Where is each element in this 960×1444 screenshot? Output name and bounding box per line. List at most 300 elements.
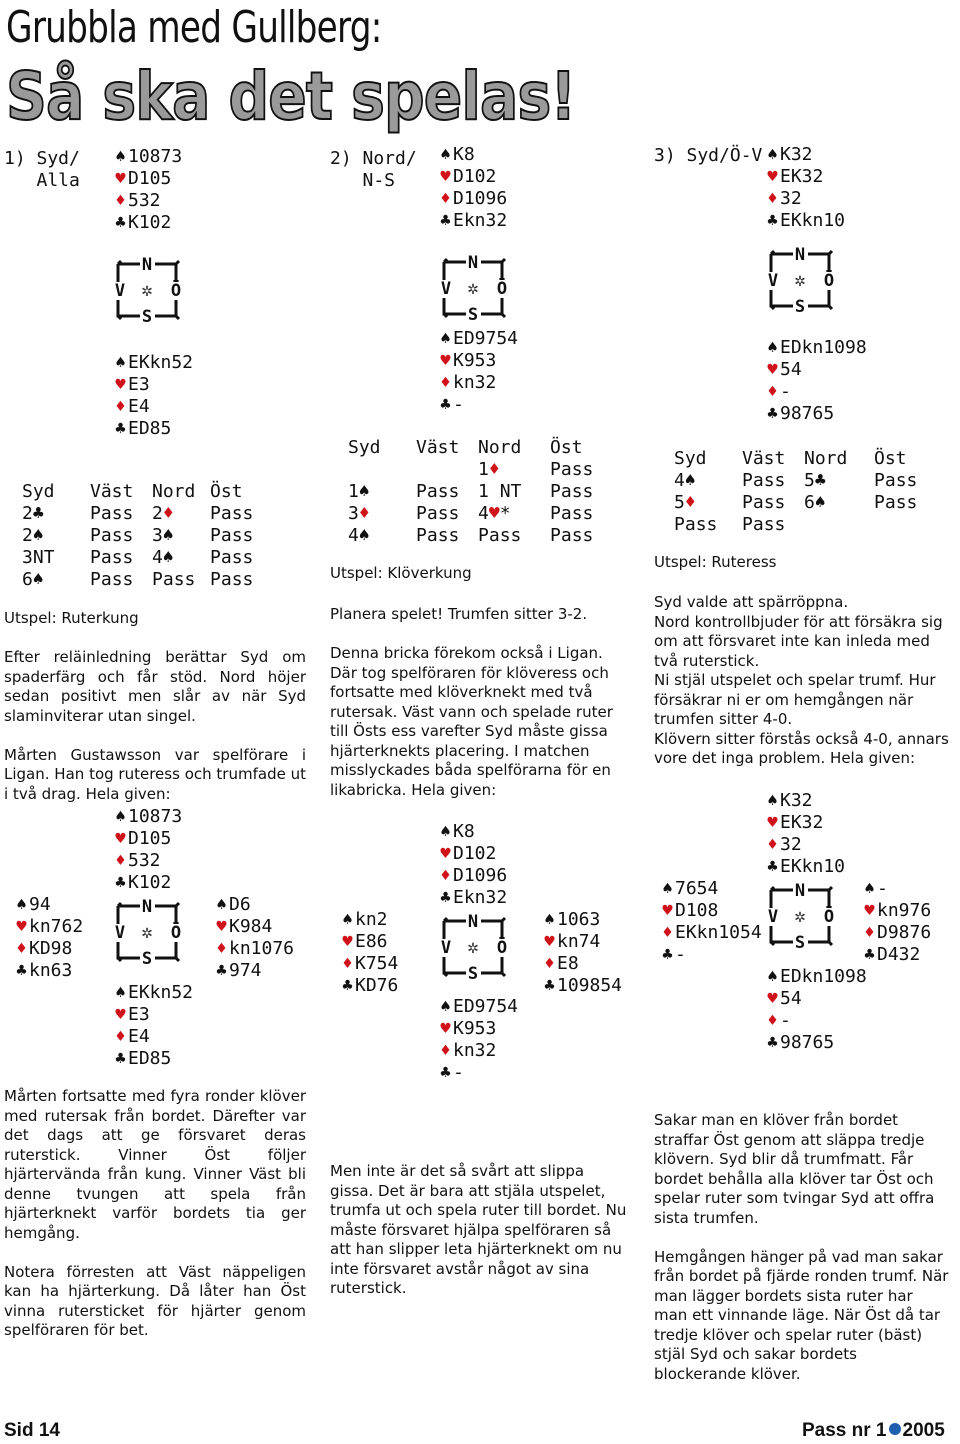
bridge-table-graphic [110,256,185,324]
bidding-header: Öst [874,447,907,469]
bid: Pass [210,524,254,546]
compass-east: Ö [170,281,182,301]
deal3-north [765,790,845,878]
bid: 4♥* [478,502,511,524]
bidding-header: Nord [804,447,848,469]
paragraph: Denna bricka förekom också i Ligan. Där tog spelföraren för klöveress och fortsatte med klöverknekt med två rutersak. Väst vann och spelade ruter till Östs ess varefter Syd måste gissa hjärterknekts placering. I matchen misslyckades båda spelförarna för en likabricka. Hela given: [330,644,613,799]
compass-rose-icon: ✲ [794,273,806,289]
diamond-icon: ♦ [115,397,126,417]
hand-cards: - [453,394,464,415]
club-icon: ♣ [115,1049,126,1069]
bridge-table-graphic [436,254,511,322]
deal3-east [862,878,931,966]
hand-cards: kn74 [557,931,601,952]
compass-west: V [440,279,452,299]
hand-suit-line [765,790,845,812]
hand-cards: D108 [675,900,719,921]
bidding-table [22,480,260,590]
p3-south-hand [765,337,867,425]
club-icon: ♣ [16,961,27,981]
bridge-table-icon [436,254,511,322]
deal3-west [660,878,762,966]
spade-icon: ♠ [440,822,451,842]
hand-cards: EK32 [780,166,824,187]
diamond-icon: ♦ [767,835,778,855]
hand-cards: kn1076 [229,938,295,959]
p3-bidding [674,447,924,535]
deal2-south [438,996,518,1084]
bid: Pass [416,524,460,546]
issue-name: Pass nr 1 [802,1420,887,1441]
spade-icon: ♠ [767,967,778,987]
hand-cards: D1096 [453,188,508,209]
paragraph: Nord kontrollbjuder för att försäkra sig om att försvaret inte kan inleda med två ruterstick. [654,612,943,670]
compass-rose-icon: ✲ [141,925,153,941]
column-3-text-a [654,593,950,769]
hand-suit-line [14,960,83,982]
bid: Pass [550,524,594,546]
hand-suit-line [438,350,518,372]
paragraph: Planera spelet! Trumfen sitter 3-2. [330,605,588,623]
heart-icon: ♥ [767,989,778,1009]
hand-suit-line [660,922,762,944]
problem-1-label: 1) Syd/ Alla [4,148,80,191]
diamond-icon: ♦ [767,382,778,402]
bid: 2♣ [22,502,44,524]
hand-cards: EKkn52 [128,352,194,373]
bidding-row [348,502,600,524]
bidding-row [22,546,260,568]
bid: Pass [674,513,718,535]
diamond-icon: ♦ [440,1041,451,1061]
bridge-table-graphic [110,898,185,966]
bid: Pass [90,568,134,590]
heart-icon: ♥ [767,167,778,187]
compass-south: S [467,964,479,981]
issue-label [802,1420,945,1442]
bid [874,513,924,535]
hand-suit-line [340,909,398,931]
heart-icon: ♥ [767,360,778,380]
hand-cards: E4 [128,1026,150,1047]
bridge-table-graphic [763,882,838,950]
bidding-header: Syd [22,480,55,502]
heart-icon: ♥ [16,917,27,937]
compass-east: Ö [823,271,835,291]
paragraph: Mårten Gustawsson var spelförare i Ligan. Han tog ruteress och trumfade ut i två drag. Hela given: [4,745,306,803]
hand-cards: - [453,1062,464,1083]
page-number: Sid 14 [4,1420,60,1441]
hand-cards: 32 [780,188,802,209]
p2-south-hand [438,328,518,416]
p1-lead: Utspel: Ruterkung [4,609,139,627]
column-1-text-b [4,1087,306,1360]
compass-north: N [141,256,153,275]
hand-cards: - [780,1010,791,1031]
hand-cards: D105 [128,168,172,189]
bridge-table-icon [763,246,838,314]
bidding-row [22,502,260,524]
hand-cards: 532 [128,190,161,211]
spade-icon: ♠ [342,910,353,930]
bid: Pass [416,502,460,524]
bid: 4♠ [674,469,696,491]
hand-cards: Ekn32 [453,887,508,908]
bid [348,458,416,480]
hand-suit-line [113,212,182,234]
bidding-row [348,458,600,480]
hand-cards: D9876 [877,922,932,943]
compass-rose-icon: ✲ [467,940,479,956]
hand-cards: K32 [780,790,813,811]
hand-cards: Ekn32 [453,210,508,231]
club-icon: ♣ [440,211,451,231]
p3-lead: Utspel: Ruteress [654,553,777,571]
spade-icon: ♠ [115,147,126,167]
bidding-table [674,447,924,535]
column-2-text-a [330,605,630,820]
hand-suit-line [542,975,622,997]
hand-suit-line [765,1032,867,1054]
hand-cards: KD98 [29,938,73,959]
hand-suit-line [214,938,294,960]
hand-suit-line [660,878,762,900]
heart-icon: ♥ [544,932,555,952]
hand-cards: kn32 [453,372,497,393]
bid: Pass [874,469,918,491]
club-icon: ♣ [767,211,778,231]
hand-cards: D102 [453,843,497,864]
hand-cards: E3 [128,1004,150,1025]
bid: Pass [742,491,786,513]
column-2-text-b [330,1162,630,1318]
compass-west: V [114,281,126,301]
bidding-row [674,469,924,491]
bid: 4♠ [348,524,370,546]
bid: Pass [742,469,786,491]
club-icon: ♣ [440,888,451,908]
hand-cards: 7654 [675,878,719,899]
p1-north-hand [113,146,182,234]
hand-cards: kn976 [877,900,932,921]
club-icon: ♣ [767,404,778,424]
hand-suit-line [113,828,182,850]
hand-suit-line [113,352,193,374]
bid: Pass [90,502,134,524]
hand-cards: EKkn1054 [675,922,762,943]
heart-icon: ♥ [342,932,353,952]
hand-suit-line [113,418,193,440]
bidding-row [674,491,924,513]
hand-cards: ED9754 [453,328,519,349]
compass-north: N [467,254,479,273]
hand-cards: E86 [355,931,388,952]
bidding-header: Öst [210,480,243,502]
problem-3-label: 3) Syd/Ö-V [654,145,763,166]
diamond-icon: ♦ [16,939,27,959]
compass-north: N [794,246,806,265]
spade-icon: ♠ [544,910,555,930]
compass-south: S [467,305,479,322]
p2-north-hand [438,144,507,232]
bidding-row [348,524,600,546]
hand-suit-line [765,381,867,403]
diamond-icon: ♦ [440,189,451,209]
club-icon: ♣ [662,945,673,965]
spade-icon: ♠ [440,145,451,165]
hand-suit-line [765,144,845,166]
spade-icon: ♠ [115,983,126,1003]
bid: Pass [550,480,594,502]
hand-suit-line [113,374,193,396]
bidding-header: Nord [478,436,522,458]
paragraph: Mårten fortsatte med fyra ronder klöver med rutersak från bordet. Därefter var det dags att ge försvaret deras ruterstick. Vinner Öst följer hjärtervända från kung. Vinner Väst bli denne tvungen att spela från hjärterknekt varför bordets tia ger hemgång. [4,1087,306,1242]
paragraph: Hemgången hänger på vad man sakar från bordet på fjärde ronden trumf. När man lägger bordets sista ruter har man ett vinnande läge. När Öst då tar tredje klöver och spelar ruter (bäst) stjäl Syd och sakar bordets blockerande klöver. [654,1247,949,1383]
hand-cards: 10873 [128,146,183,167]
bid: 2♦ [152,502,174,524]
p1-south-hand [113,352,193,440]
spade-icon: ♠ [767,338,778,358]
diamond-icon: ♦ [767,1011,778,1031]
spade-icon: ♠ [767,145,778,165]
hand-suit-line [438,144,507,166]
spade-icon: ♠ [16,895,27,915]
hand-cards: K102 [128,212,172,233]
hand-cards: K984 [229,916,273,937]
spade-icon: ♠ [115,353,126,373]
diamond-icon: ♦ [440,866,451,886]
bid: 1 NT [478,480,522,502]
hand-suit-line [660,944,762,966]
hand-suit-line [113,850,182,872]
spade-icon: ♠ [115,807,126,827]
bid: Pass [90,524,134,546]
diamond-icon: ♦ [864,923,875,943]
hand-cards: D1096 [453,865,508,886]
hand-suit-line [765,812,845,834]
hand-suit-line [438,372,518,394]
heart-icon: ♥ [115,1005,126,1025]
hand-cards: kn2 [355,909,388,930]
heart-icon: ♥ [440,844,451,864]
hand-suit-line [438,996,518,1018]
hand-cards: ED85 [128,1048,172,1069]
diamond-icon: ♦ [115,1027,126,1047]
hand-cards: 54 [780,988,802,1009]
hand-cards: 1063 [557,909,601,930]
hand-cards: 98765 [780,403,835,424]
bullet-dot [889,1423,901,1435]
bid: 3♦ [348,502,370,524]
issue-year: 2005 [902,1420,945,1441]
hand-cards: 54 [780,359,802,380]
bid: Pass [152,568,196,590]
hand-cards: ED9754 [453,996,519,1017]
hand-suit-line [542,931,622,953]
compass-rose-icon: ✲ [794,909,806,925]
hand-suit-line [438,821,507,843]
hand-cards: EDkn1098 [780,966,867,987]
hand-cards: K953 [453,350,497,371]
hand-cards: 94 [29,894,51,915]
bidding-table [348,436,600,546]
hand-cards: 10873 [128,806,183,827]
hand-suit-line [14,938,83,960]
spade-icon: ♠ [864,879,875,899]
hand-suit-line [14,916,83,938]
heart-icon: ♥ [440,167,451,187]
hand-cards: D6 [229,894,251,915]
hand-cards: EK32 [780,812,824,833]
hand-suit-line [438,394,518,416]
hand-cards: 32 [780,834,802,855]
spade-icon: ♠ [440,997,451,1017]
hand-suit-line [438,188,507,210]
club-icon: ♣ [342,976,353,996]
bid: 3♠ [152,524,174,546]
hand-cards: ED85 [128,418,172,439]
hand-cards: K8 [453,144,475,165]
hand-cards: 974 [229,960,262,981]
diamond-icon: ♦ [115,191,126,211]
club-icon: ♣ [115,419,126,439]
bridge-table-icon [763,882,838,950]
headline-main: Så ska det spelas! [6,58,576,135]
hand-cards: EKkn10 [780,210,846,231]
hand-suit-line [765,359,867,381]
club-icon: ♣ [767,857,778,877]
hand-suit-line [340,953,398,975]
hand-cards: K953 [453,1018,497,1039]
heart-icon: ♥ [440,1019,451,1039]
compass-east: Ö [496,938,508,958]
bidding-header: Syd [674,447,707,469]
spade-icon: ♠ [216,895,227,915]
diamond-icon: ♦ [115,851,126,871]
diamond-icon: ♦ [216,939,227,959]
bid: Pass [478,524,522,546]
bid: 2♠ [22,524,44,546]
hand-cards: EKkn52 [128,982,194,1003]
compass-rose-icon: ✲ [467,281,479,297]
bidding-header: Öst [550,436,583,458]
club-icon: ♣ [115,873,126,893]
bridge-table-graphic [436,913,511,981]
bid: Pass [550,502,594,524]
bid: 3NT [22,546,55,568]
p2-bidding [348,436,600,546]
bidding-row [22,524,260,546]
hand-suit-line [438,887,507,909]
bid: Pass [550,458,594,480]
compass-east: Ö [170,923,182,943]
hand-suit-line [113,982,193,1004]
paragraph: Notera förresten att Väst näppeligen kan ha hjärterkung. Då låter han Öst vinna rutersticket för hjärter genom spelföraren för bet. [4,1262,306,1339]
spade-icon: ♠ [767,791,778,811]
hand-suit-line [113,1004,193,1026]
diamond-icon: ♦ [662,923,673,943]
paragraph: Klövern sitter förstås också 4-0, annars vore det inga problem. Hela given: [654,729,949,767]
paragraph: Efter reläinledning berättar Syd om spaderfärg och får stöd. Nord höjer sedan positivt men slår av när Syd slaminviterar utan singel. [4,648,306,725]
bidding-header: Väst [90,480,134,502]
bid: Pass [90,546,134,568]
bidding-header: Syd [348,436,381,458]
bid: 5♣ [804,469,826,491]
hand-cards: K754 [355,953,399,974]
hand-suit-line [340,931,398,953]
club-icon: ♣ [216,961,227,981]
hand-suit-line [660,900,762,922]
hand-suit-line [113,168,182,190]
paragraph: Men inte är det så svårt att slippa gissa. Det är bara att stjäla utspelet, trumfa ut och spela ruter till bordet. Nu måste försvaret hjälpa spelföraren så att han slipper leta hjärterknekt om nu inte försvaret avstår något av sina ruterstick. [330,1162,627,1297]
bidding-header: Nord [152,480,196,502]
compass-north: N [141,898,153,917]
paragraph: Sakar man en klöver från bordet straffar Öst genom att släppa tredje klövern. Syd blir då trumfmatt. Får bordet behålla alla klöver tar Öst och spelar ruter som tvingar Syd att offra sista trumfen. [654,1111,935,1227]
hand-cards: E8 [557,953,579,974]
hand-cards: D105 [128,828,172,849]
hand-suit-line [542,953,622,975]
hand-suit-line [113,1026,193,1048]
deal3-south [765,966,867,1054]
hand-cards: KD76 [355,975,399,996]
compass-north: N [467,913,479,932]
diamond-icon: ♦ [544,954,555,974]
hand-suit-line [113,190,182,212]
hand-suit-line [214,916,294,938]
hand-suit-line [113,146,182,168]
bid: 1♦ [478,458,500,480]
compass-south: S [141,307,153,324]
hand-cards: K8 [453,821,475,842]
column-1-text-a [4,648,306,824]
hand-cards: 98765 [780,1032,835,1053]
compass-south: S [794,933,806,950]
bidding-header: Väst [742,447,786,469]
deal2-north [438,821,507,909]
compass-west: V [114,923,126,943]
heart-icon: ♥ [115,829,126,849]
deal1-north [113,806,182,894]
hand-suit-line [113,872,182,894]
hand-suit-line [765,337,867,359]
hand-cards: kn762 [29,916,84,937]
hand-suit-line [438,328,518,350]
hand-suit-line [765,188,845,210]
heart-icon: ♥ [767,813,778,833]
club-icon: ♣ [440,1063,451,1083]
bid: Pass [210,546,254,568]
hand-suit-line [862,944,931,966]
bid: 5♦ [674,491,696,513]
bidding-row [674,513,924,535]
compass-east: Ö [823,907,835,927]
bridge-table-icon [110,898,185,966]
bid: Pass [210,502,254,524]
heart-icon: ♥ [216,917,227,937]
problem-2-label: 2) Nord/ N-S [330,148,417,191]
p2-lead: Utspel: Klöverkung [330,564,472,582]
deal2-east [542,909,622,997]
hand-suit-line [765,856,845,878]
hand-cards: D102 [453,166,497,187]
hand-cards: - [675,944,686,965]
bid: Pass [742,513,786,535]
spade-icon: ♠ [662,879,673,899]
heart-icon: ♥ [115,169,126,189]
hand-cards: - [780,381,791,402]
p3-north-hand [765,144,845,232]
spade-icon: ♠ [440,329,451,349]
